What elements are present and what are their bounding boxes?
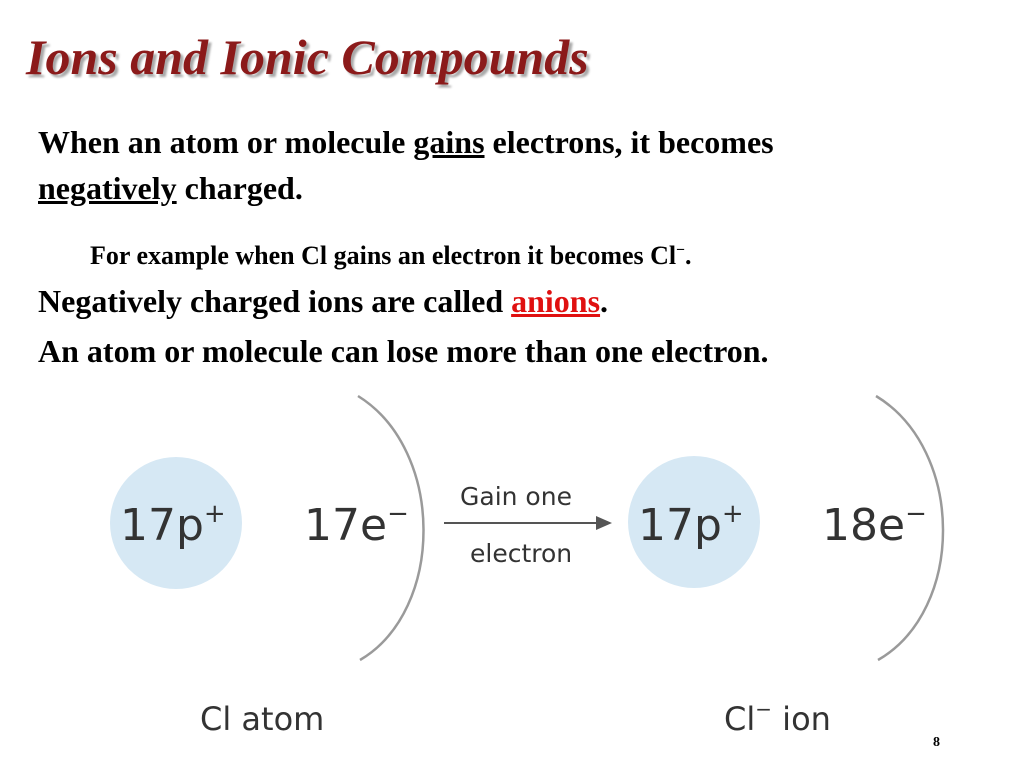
right-electrons-label: 18e− <box>822 499 927 551</box>
page-number: 8 <box>933 735 940 750</box>
text-fragment: . <box>600 283 609 319</box>
text-fragment: electrons, it becomes <box>484 124 774 160</box>
text-fragment: When an atom or molecule <box>38 124 414 160</box>
text-line-lose: An atom or molecule can lose more than one electron. <box>38 333 769 369</box>
text-line-anions <box>38 283 608 320</box>
left-electrons-label: 17e− <box>304 499 409 551</box>
text-fragment: . <box>685 241 692 270</box>
right-nucleus-label: 17p+ <box>638 499 744 551</box>
term-negatively: negatively <box>38 170 177 206</box>
text-line-negatively <box>38 170 303 207</box>
left-nucleus-label: 17p+ <box>120 499 226 551</box>
chlorine-ion-diagram <box>0 380 1024 768</box>
arrow-label-bottom: electron <box>470 539 573 568</box>
text-line-example <box>90 241 692 271</box>
slide-title: Ions and Ionic Compounds <box>26 29 589 85</box>
text-fragment: For example when Cl gains an electron it becomes Cl <box>90 241 677 270</box>
text-fragment: charged. <box>176 170 303 206</box>
text-line-gains <box>38 124 774 161</box>
right-caption: Cl− ion <box>724 697 831 738</box>
text-fragment: Negatively charged ions are called <box>38 283 512 319</box>
arrow-head-icon <box>596 516 612 530</box>
arrow-label-top: Gain one <box>460 482 572 511</box>
term-anions: anions <box>511 283 601 319</box>
superscript-minus: − <box>676 241 686 259</box>
term-gains: gains <box>413 124 485 160</box>
left-caption: Cl atom <box>200 700 325 738</box>
